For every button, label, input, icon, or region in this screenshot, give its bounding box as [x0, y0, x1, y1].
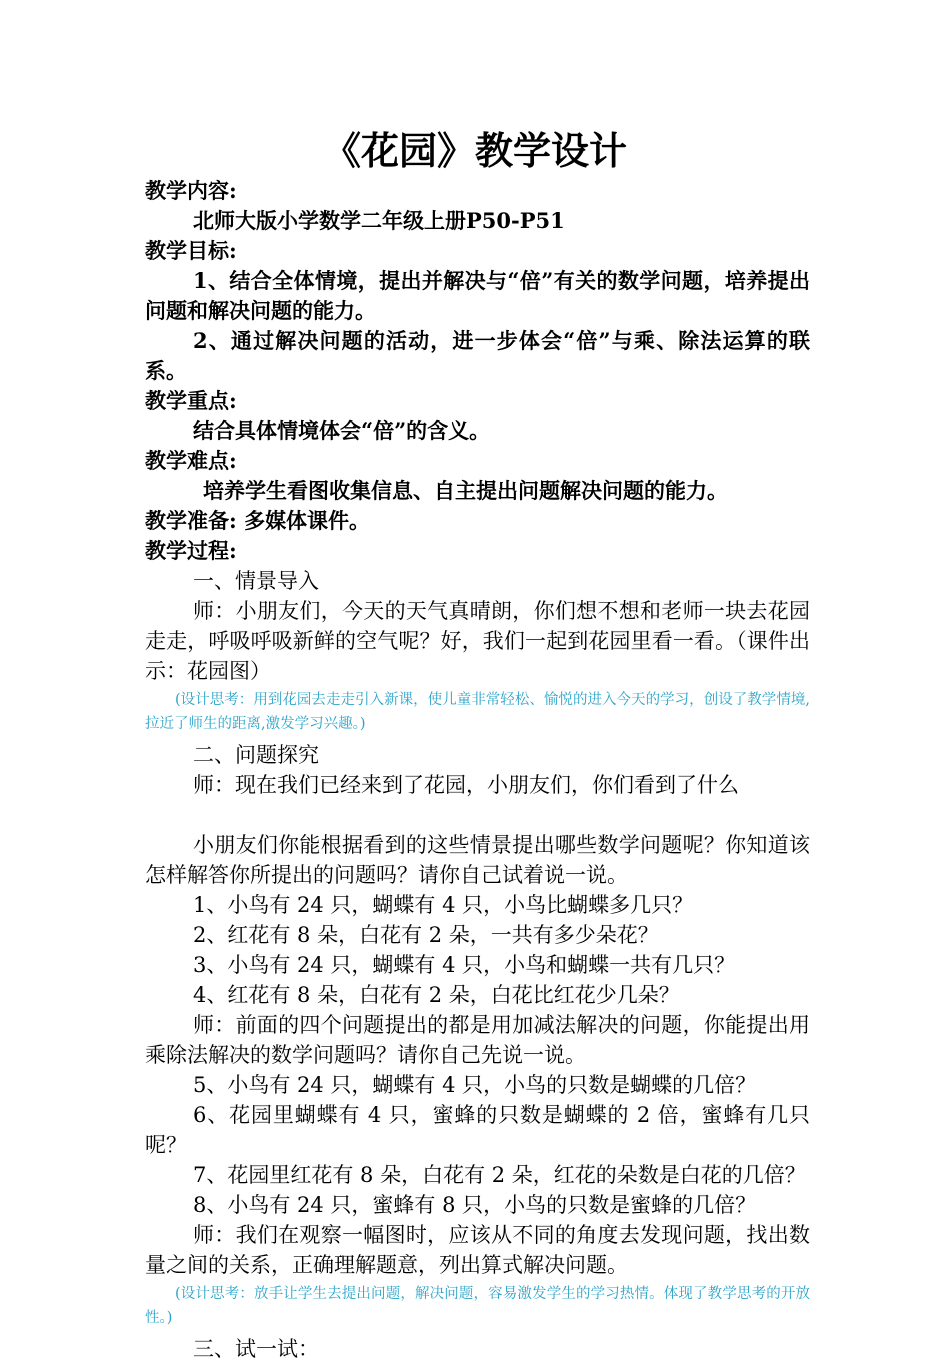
- section-heading-2: 二、问题探究: [193, 743, 319, 767]
- design-note-2: (设计思考：放手让学生去提出问题，解决问题，容易激发学生的学习热情。体现了教学思考的开放性。): [145, 1286, 810, 1326]
- teacher-paragraph-2: 师：现在我们已经来到了花园，小朋友们，你们看到了什么: [193, 773, 739, 797]
- question-7: 7、花园里红花有 8 朵，白花有 2 朵，红花的朵数是白花的几倍？: [193, 1163, 806, 1187]
- teacher-paragraph-5: 师：我们在观察一幅图时，应该从不同的角度去发现问题，找出数量之间的关系，正确理解题意，列出算式解决问题。: [145, 1223, 810, 1277]
- content-label: 教学内容:: [145, 178, 237, 203]
- question-6: 6、花园里蝴蝶有 4 只，蜜蜂的只数是蝴蝶的 2 倍，蜜蜂有几只呢？: [145, 1103, 810, 1157]
- teacher-paragraph-4: 师：前面的四个问题提出的都是用加减法解决的问题，你能提出用乘除法解决的数学问题吗？请你自己先说一说。: [145, 1013, 810, 1067]
- question-1: 1、小鸟有 24 只，蝴蝶有 4 只，小鸟比蝴蝶多几只？: [193, 893, 694, 917]
- question-5: 5、小鸟有 24 只，蝴蝶有 4 只，小鸟的只数是蝴蝶的几倍？: [193, 1073, 757, 1097]
- document-title: 《花园》教学设计: [322, 128, 627, 173]
- teacher-paragraph-3: 小朋友们你能根据看到的这些情景提出哪些数学问题呢？你知道该怎样解答你所提出的问题吗？请你自己试着说一说。: [145, 833, 810, 887]
- question-8: 8、小鸟有 24 只，蜜蜂有 8 只，小鸟的只数是蜜蜂的几倍？: [193, 1193, 757, 1217]
- key-points-label: 教学重点:: [145, 388, 237, 413]
- objectives-label: 教学目标:: [145, 238, 237, 263]
- section-heading-1: 一、情景导入: [193, 569, 319, 593]
- content-text: 北师大版小学数学二年级上册P50-P51: [193, 208, 565, 233]
- key-points-text: 结合具体情境体会“倍”的含义。: [193, 418, 491, 443]
- teacher-paragraph-1: 师：小朋友们，今天的天气真晴朗，你们想不想和老师一块去花园走走，呼吸呼吸新鲜的空气呢？好，我们一起到花园里看一看。（课件出示：花园图）: [145, 599, 810, 683]
- objective-1: 1、结合全体情境，提出并解决与“倍”有关的数学问题，培养提出问题和解决问题的能力。: [145, 268, 810, 323]
- question-4: 4、红花有 8 朵，白花有 2 朵，白花比红花少几朵？: [193, 983, 680, 1007]
- difficulties-text: 培养学生看图收集信息、自主提出问题解决问题的能力。: [203, 478, 728, 503]
- blank-gap: [145, 800, 810, 830]
- difficulties-label: 教学难点:: [145, 448, 237, 473]
- document-body: [145, 176, 810, 1364]
- question-2: 2、红花有 8 朵，白花有 2 朵，一共有多少朵花？: [193, 923, 659, 947]
- preparation-line: 教学准备: 多媒体课件。: [145, 508, 371, 533]
- section-heading-3: 三、试一试：: [193, 1337, 319, 1361]
- question-3: 3、小鸟有 24 只，蝴蝶有 4 只，小鸟和蝴蝶一共有几只？: [193, 953, 736, 977]
- objective-2: 2、通过解决问题的活动，进一步体会“倍”与乘、除法运算的联系。: [145, 328, 810, 383]
- process-label: 教学过程:: [145, 538, 237, 563]
- design-note-1: (设计思考：用到花园去走走引入新课，使儿童非常轻松、愉悦的进入今天的学习，创设了教学情境,拉近了师生的距离,激发学习兴趣。): [145, 692, 810, 732]
